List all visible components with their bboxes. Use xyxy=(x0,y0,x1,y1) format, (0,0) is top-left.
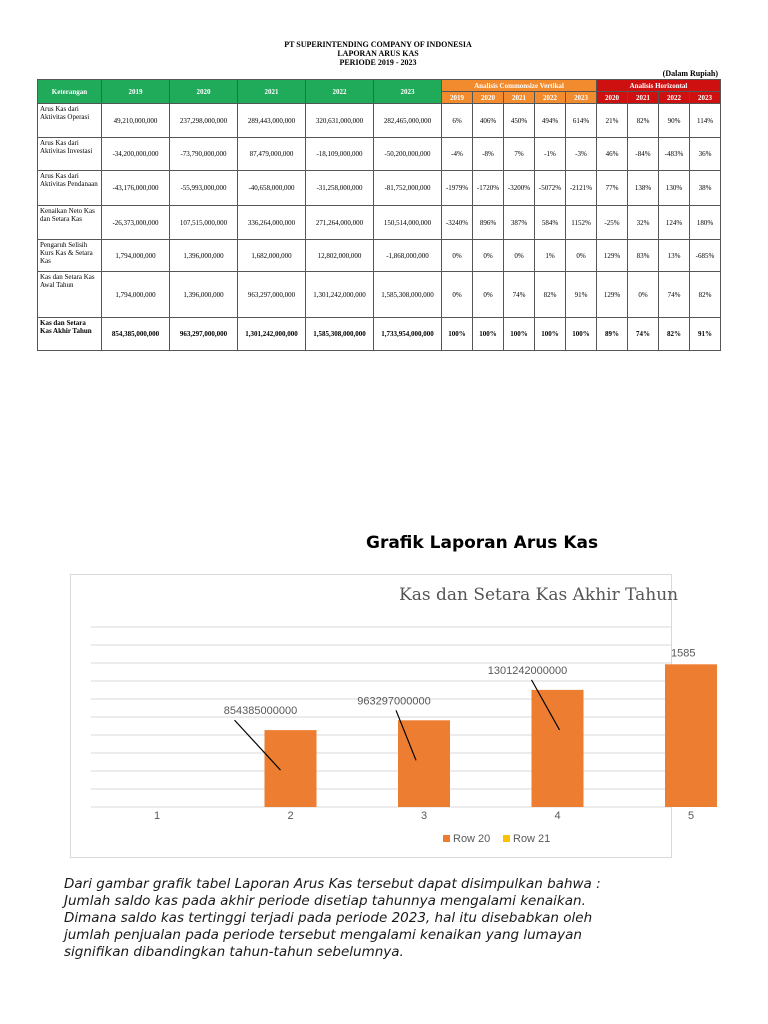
data-label: 1585 xyxy=(671,647,696,660)
horizontal-pct-cell: 74% xyxy=(628,318,659,351)
horizontal-pct-cell: 77% xyxy=(597,171,628,206)
horizontal-pct-cell: 46% xyxy=(597,138,628,171)
conclusion-text: Dari gambar grafik tabel Laporan Arus Kas tersebut dapat disimpulkan bahwa : Jumlah saldo kas pada akhir periode disetiap tahunnya mengalami kenaikan. Dimana saldo kas tertinggi terjadi pada periode 2023, hal itu disebabkan oleh jumlah penjualan pada periode tersebut mengalami kenaikan yang lumayan signifikan dibandingkan tahun-tahun sebelumnya. xyxy=(64,876,601,960)
vertical-pct-cell: -4% xyxy=(442,138,473,171)
amount-cell: 1,794,000,000 xyxy=(102,272,170,318)
col-header-label: Keterangan xyxy=(38,80,102,104)
horizontal-pct-cell: 130% xyxy=(659,171,690,206)
amount-cell: -81,752,000,000 xyxy=(374,171,442,206)
x-tick-label: 5 xyxy=(687,810,695,822)
x-tick-label: 4 xyxy=(554,810,561,822)
amount-cell: -50,200,000,000 xyxy=(374,138,442,171)
vertical-pct-cell: -1720% xyxy=(473,171,504,206)
vertical-pct-cell: 100% xyxy=(442,318,473,351)
report-period: PERIODE 2019 - 2023 xyxy=(339,58,417,67)
horizontal-year: 2020 xyxy=(597,92,628,104)
vertical-pct-cell: 494% xyxy=(535,104,566,138)
horizontal-pct-cell: 114% xyxy=(690,104,721,138)
row-label: Arus Kas dari Aktivitas Operasi xyxy=(38,104,102,138)
horizontal-pct-cell: 124% xyxy=(659,206,690,240)
amount-cell: 107,515,000,000 xyxy=(170,206,238,240)
vertical-pct-cell: -3% xyxy=(566,138,597,171)
table-row xyxy=(38,104,721,138)
amount-cell: 12,802,000,000 xyxy=(306,240,374,272)
horizontal-pct-cell: 90% xyxy=(659,104,690,138)
row-label: Pengaruh Selisih Kurs Kas & Setara Kas xyxy=(38,240,102,272)
col-header-year: 2020 xyxy=(170,80,238,104)
amount-cell: 854,385,000,000 xyxy=(102,318,170,351)
row-label: Arus Kas dari Aktivitas Pendanaan xyxy=(38,171,102,206)
vertical-year: 2019 xyxy=(442,92,473,104)
horizontal-pct-cell: -483% xyxy=(659,138,690,171)
vertical-pct-cell: 1% xyxy=(535,240,566,272)
horizontal-pct-cell: -84% xyxy=(628,138,659,171)
amount-cell: -1,868,000,000 xyxy=(374,240,442,272)
amount-cell: 1,396,000,000 xyxy=(170,272,238,318)
vertical-year: 2020 xyxy=(473,92,504,104)
amount-cell: -73,790,000,000 xyxy=(170,138,238,171)
vertical-pct-cell: 0% xyxy=(442,240,473,272)
vertical-pct-cell: 100% xyxy=(504,318,535,351)
horizontal-pct-cell: -25% xyxy=(597,206,628,240)
amount-cell: 1,301,242,000,000 xyxy=(306,272,374,318)
vertical-year: 2021 xyxy=(504,92,535,104)
vertical-year: 2022 xyxy=(535,92,566,104)
vertical-pct-cell: 6% xyxy=(442,104,473,138)
amount-cell: 1,733,954,000,000 xyxy=(374,318,442,351)
vertical-pct-cell: -1% xyxy=(535,138,566,171)
legend-swatch xyxy=(443,835,450,842)
amount-cell: -31,258,000,000 xyxy=(306,171,374,206)
horizontal-pct-cell: 91% xyxy=(690,318,721,351)
vertical-year: 2023 xyxy=(566,92,597,104)
vertical-pct-cell: -3240% xyxy=(442,206,473,240)
amount-cell: 271,264,000,000 xyxy=(306,206,374,240)
vertical-pct-cell: -2121% xyxy=(566,171,597,206)
vertical-pct-cell: 7% xyxy=(504,138,535,171)
amount-cell: 1,585,308,000,000 xyxy=(306,318,374,351)
report-header xyxy=(0,40,756,67)
col-header-year: 2021 xyxy=(238,80,306,104)
amount-cell: -34,200,000,000 xyxy=(102,138,170,171)
legend-label: Row 20 xyxy=(453,833,491,845)
bar xyxy=(265,730,317,807)
vertical-pct-cell: 406% xyxy=(473,104,504,138)
vertical-pct-cell: 82% xyxy=(535,272,566,318)
vertical-pct-cell: 0% xyxy=(473,240,504,272)
col-header-year: 2023 xyxy=(374,80,442,104)
table-body xyxy=(38,104,721,351)
cash-flow-table xyxy=(37,79,721,351)
amount-cell: 320,631,000,000 xyxy=(306,104,374,138)
table-row xyxy=(38,206,721,240)
currency-unit: (Dalam Rupiah) xyxy=(662,69,718,78)
report-title: LAPORAN ARUS KAS xyxy=(337,49,419,58)
table-row xyxy=(38,240,721,272)
bar xyxy=(532,690,584,807)
horizontal-year: 2023 xyxy=(690,92,721,104)
x-tick-label: 1 xyxy=(153,810,161,822)
amount-cell: 1,794,000,000 xyxy=(102,240,170,272)
x-tick-label: 2 xyxy=(287,810,294,822)
amount-cell: -40,658,000,000 xyxy=(238,171,306,206)
col-header-year: 2019 xyxy=(102,80,170,104)
table-row xyxy=(38,318,721,351)
col-header-year: 2022 xyxy=(306,80,374,104)
chart-frame xyxy=(70,574,696,858)
amount-cell: 336,264,000,000 xyxy=(238,206,306,240)
amount-cell: 49,210,000,000 xyxy=(102,104,170,138)
data-label: 963297000000 xyxy=(357,695,431,708)
vertical-pct-cell: 0% xyxy=(566,240,597,272)
amount-cell: 1,301,242,000,000 xyxy=(238,318,306,351)
horizontal-pct-cell: 21% xyxy=(597,104,628,138)
row-label: Kas dan Setara Kas Awal Tahun xyxy=(38,272,102,318)
vertical-pct-cell: 100% xyxy=(535,318,566,351)
amount-cell: 1,396,000,000 xyxy=(170,240,238,272)
data-label: 854385000000 xyxy=(223,705,298,718)
company-name: PT SUPERINTENDING COMPANY OF INDONESIA xyxy=(284,40,472,49)
amount-cell: 150,514,000,000 xyxy=(374,206,442,240)
vertical-pct-cell: 1152% xyxy=(566,206,597,240)
legend-label: Row 21 xyxy=(513,833,551,845)
table-row xyxy=(38,171,721,206)
amount-cell: -18,109,000,000 xyxy=(306,138,374,171)
x-tick-label: 3 xyxy=(420,810,428,822)
vertical-pct-cell: 387% xyxy=(504,206,535,240)
vertical-pct-cell: -5072% xyxy=(535,171,566,206)
horizontal-pct-cell: 89% xyxy=(597,318,628,351)
row-label: Kenaikan Neto Kas dan Setara Kas xyxy=(38,206,102,240)
vertical-pct-cell: -3200% xyxy=(504,171,535,206)
horizontal-pct-cell: 138% xyxy=(628,171,659,206)
legend-swatch xyxy=(503,835,510,842)
amount-cell: 237,298,000,000 xyxy=(170,104,238,138)
table-row xyxy=(38,272,721,318)
vertical-pct-cell: 0% xyxy=(504,240,535,272)
vertical-pct-cell: 614% xyxy=(566,104,597,138)
horizontal-pct-cell: -685% xyxy=(690,240,721,272)
horizontal-pct-cell: 38% xyxy=(690,171,721,206)
horizontal-pct-cell: 0% xyxy=(628,272,659,318)
horizontal-pct-cell: 36% xyxy=(690,138,721,171)
amount-cell: -55,993,000,000 xyxy=(170,171,238,206)
amount-cell: 963,297,000,000 xyxy=(238,272,306,318)
bar-chart xyxy=(71,575,696,857)
horizontal-analysis-header: Analisis Horizontal xyxy=(597,80,721,92)
amount-cell: 1,585,308,000,000 xyxy=(374,272,442,318)
vertical-pct-cell: 584% xyxy=(535,206,566,240)
horizontal-year: 2021 xyxy=(628,92,659,104)
vertical-pct-cell: 0% xyxy=(473,272,504,318)
horizontal-pct-cell: 13% xyxy=(659,240,690,272)
amount-cell: 282,465,000,000 xyxy=(374,104,442,138)
vertical-pct-cell: 0% xyxy=(442,272,473,318)
amount-cell: 963,297,000,000 xyxy=(170,318,238,351)
horizontal-pct-cell: 82% xyxy=(690,272,721,318)
amount-cell: -26,373,000,000 xyxy=(102,206,170,240)
row-label: Kas dan Setara Kas Akhir Tahun xyxy=(38,318,102,351)
vertical-pct-cell: -8% xyxy=(473,138,504,171)
horizontal-pct-cell: 129% xyxy=(597,272,628,318)
chart-heading: Grafik Laporan Arus Kas xyxy=(366,533,599,553)
data-label: 1301242000000 xyxy=(487,664,568,677)
vertical-pct-cell: 896% xyxy=(473,206,504,240)
chart-title: Kas dan Setara Kas Akhir Tahun xyxy=(399,585,679,605)
vertical-pct-cell: 74% xyxy=(504,272,535,318)
table-row xyxy=(38,138,721,171)
horizontal-pct-cell: 180% xyxy=(690,206,721,240)
row-label: Arus Kas dari Aktivitas Investasi xyxy=(38,138,102,171)
amount-cell: 289,443,000,000 xyxy=(238,104,306,138)
vertical-pct-cell: 100% xyxy=(473,318,504,351)
horizontal-pct-cell: 82% xyxy=(659,318,690,351)
amount-cell: 1,682,000,000 xyxy=(238,240,306,272)
bar xyxy=(665,664,717,807)
amount-cell: -43,176,000,000 xyxy=(102,171,170,206)
horizontal-pct-cell: 83% xyxy=(628,240,659,272)
horizontal-pct-cell: 82% xyxy=(628,104,659,138)
vertical-analysis-header: Analisis Commonsize Vertikal xyxy=(442,80,597,92)
horizontal-pct-cell: 129% xyxy=(597,240,628,272)
horizontal-year: 2022 xyxy=(659,92,690,104)
amount-cell: 87,479,000,000 xyxy=(238,138,306,171)
horizontal-pct-cell: 74% xyxy=(659,272,690,318)
vertical-pct-cell: 91% xyxy=(566,272,597,318)
vertical-pct-cell: 100% xyxy=(566,318,597,351)
vertical-pct-cell: 450% xyxy=(504,104,535,138)
horizontal-pct-cell: 32% xyxy=(628,206,659,240)
vertical-pct-cell: -1979% xyxy=(442,171,473,206)
